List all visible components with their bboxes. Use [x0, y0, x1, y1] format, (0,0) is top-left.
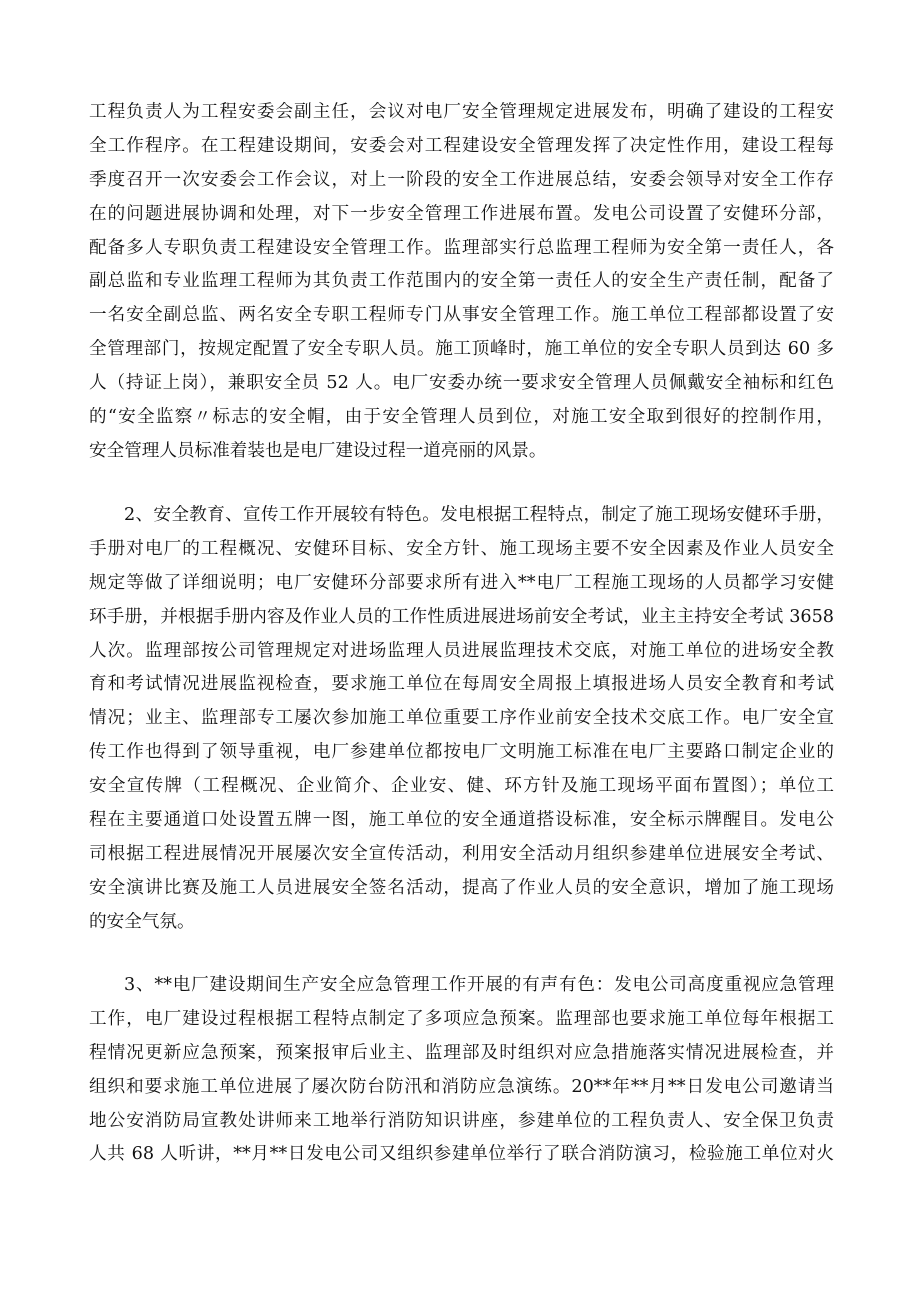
text-line: 全管理部门，按规定配置了安全专职人员。施工顶峰时，施工单位的安全专职人员到达 60 多	[89, 339, 834, 360]
text-line: 人共 68 人听讲，**月**日发电公司又组织参建单位举行了联合消防演习，检验施工单位对火	[89, 1144, 834, 1165]
text-line: 程情况更新应急预案，预案报审后业主、监理部及时组织对应急措施落实情况进展检查，并	[89, 1042, 834, 1063]
text-line: 副总监和专业监理工程师为其负责工作范围内的安全第一责任人的安全生产责任制，配备了	[89, 271, 834, 292]
text-line: 3、**电厂建设期间生产安全应急管理工作开展的有声有色：发电公司高度重视应急管理	[124, 975, 834, 995]
text-line: 情况；业主、监理部专工屡次参加施工单位重要工序作业前安全技术交底工作。电厂安全宣	[89, 708, 834, 729]
text-line: 育和考试情况进展监视检查，要求施工单位在每周安全周报上填报进场人员安全教育和考试	[89, 674, 834, 695]
text-line: 人次。监理部按公司管理规定对进场监理人员进展监理技术交底，对施工单位的进场安全教	[89, 640, 834, 661]
text-line: 2、安全教育、宣传工作开展较有特色。发电根据工程特点，制定了施工现场安健环手册，	[124, 505, 834, 525]
text-line: 安全管理人员标准着装也是电厂建设过程一道亮丽的风景。	[89, 440, 547, 461]
text-line: 规定等做了详细说明；电厂安健环分部要求所有进入**电厂工程施工现场的人员都学习安健	[89, 572, 834, 593]
text-line: 配备多人专职负责工程建设安全管理工作。监理部实行总监理工程师为安全第一责任人，各	[89, 237, 834, 258]
text-line: 地公安消防局宣教处讲师来工地举行消防知识讲座，参建单位的工程负责人、安全保卫负责	[89, 1110, 834, 1131]
text-line: 季度召开一次安委会工作会议，对上一阶段的安全工作进展总结，安委会领导对安全工作存	[89, 169, 834, 190]
text-line: 安全演讲比赛及施工人员进展安全签名活动，提高了作业人员的安全意识，增加了施工现场	[89, 877, 834, 898]
text-line: 工程负责人为工程安委会副主任，会议对电厂安全管理规定进展发布，明确了建设的工程安	[89, 102, 834, 122]
text-line: 工作，电厂建设过程根据工程特点制定了多项应急预案。监理部也要求施工单位每年根据工	[89, 1008, 834, 1029]
text-line: 环手册，并根据手册内容及作业人员的工作性质进展进场前安全考试，业主主持安全考试 3658	[89, 606, 834, 627]
text-line: 在的问题进展协调和处理，对下一步安全管理工作进展布置。发电公司设置了安健环分部，	[89, 203, 834, 224]
paragraph-2-safety-education	[89, 499, 834, 940]
text-line: 人（持证上岗），兼职安全员 52 人。电厂安委办统一要求安全管理人员佩戴安全袖标和红色	[89, 373, 834, 394]
text-line: 的安全气氛。	[89, 911, 195, 932]
text-line: 组织和要求施工单位进展了屡次防台防汛和消防应急演练。20**年**月**日发电公司邀请当	[89, 1076, 834, 1097]
paragraph-3-emergency-management	[89, 969, 834, 1172]
text-line: 程在主要通道口处设置五牌一图，施工单位的安全通道搭设标准，安全标示牌醒目。发电公	[89, 810, 834, 831]
text-line: 司根据工程进展情况开展屡次安全宣传活动，利用安全活动月组织参建单位进展安全考试、	[89, 843, 834, 864]
paragraph-1-continued	[89, 96, 834, 469]
text-line: 一名安全副总监、两名安全专职工程师专门从事安全管理工作。施工单位工程部都设置了安	[89, 305, 834, 326]
text-line: 手册对电厂的工程概况、安健环目标、安全方针、施工现场主要不安全因素及作业人员安全	[89, 538, 834, 559]
text-line: 的“安全监察〃标志的安全帽，由于安全管理人员到位，对施工安全取到很好的控制作用，	[89, 407, 834, 428]
text-line: 全工作程序。在工程建设期间，安委会对工程建设安全管理发挥了决定性作用，建设工程每	[89, 135, 834, 156]
text-line: 传工作也得到了领导重视，电厂参建单位都按电厂文明施工标准在电厂主要路口制定企业的	[89, 742, 834, 763]
text-line: 安全宣传牌（工程概况、企业简介、企业安、健、环方针及施工现场平面布置图）；单位工	[89, 776, 834, 797]
